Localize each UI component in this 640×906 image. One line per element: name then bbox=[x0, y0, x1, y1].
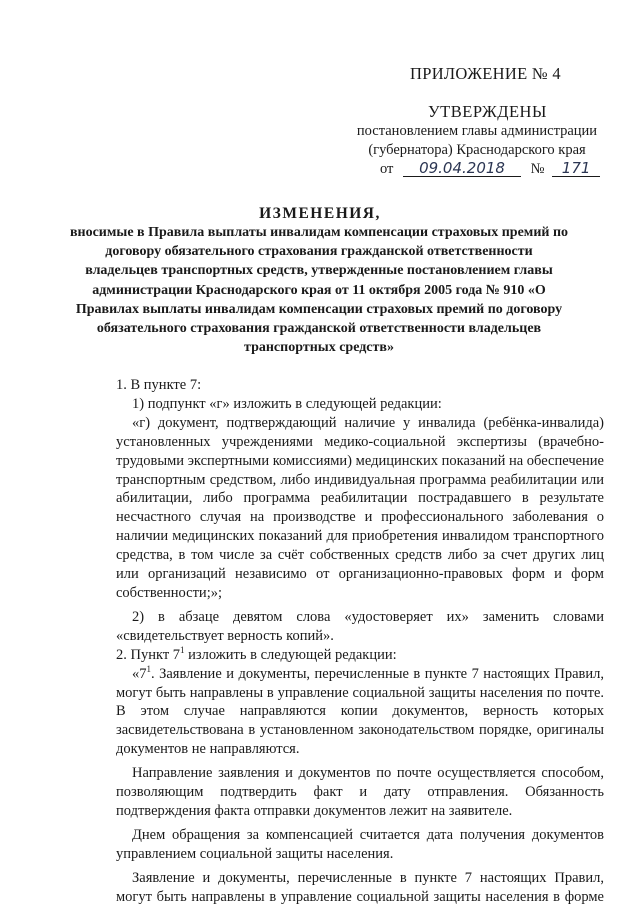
item-1-sub-2: 2) в абзаце девятом слова «удостоверяет их» заменить словами «свидетельствует верность копий». bbox=[116, 608, 604, 644]
item-1-sub-1-text: «г) документ, подтверждающий наличие у инвалида (ребёнка-инвалида) установленных учреждениями медико-социальной экспертизы (врачебно-трудовыми экспертными комиссиями) медицинских показаний на обеспечение транспортным средством, либо индивидуальная программа реабилитации или абилитации, либо программа реабилитации пострадавшего в результате несчастного случая на производстве и профессионального заболевания о наличии медицинских показаний для приобретения инвалидом транспортного средства, в том числе за счёт собственных средств либо за счет других лиц или организаций независимо от организационно-правовых форм и форм собственности;»; bbox=[116, 414, 604, 601]
date-prefix: от bbox=[380, 161, 394, 177]
item-2-heading bbox=[116, 646, 604, 665]
item-2-heading-pre: 2. Пункт 7 bbox=[116, 646, 181, 663]
decree-line-1: постановлением главы администрации bbox=[356, 123, 598, 139]
item-2-paragraph-3: Днем обращения за компенсацией считается дата получения документов управлением социальной защиты населения. bbox=[116, 826, 604, 862]
appendix-label: ПРИЛОЖЕНИЕ № 4 bbox=[410, 64, 561, 83]
item-2-paragraph-1 bbox=[116, 665, 604, 760]
document-subtitle: вносимые в Правила выплаты инвалидам компенсации страховых премий по договору обязательного страхования гражданской ответственности владельцев транспортных средств, утвержденные постановлением главы администрации Краснодарского края от 11 октября 2005 года № 910 «О Правилах выплаты инвалидам компенсации страховых премий по договору обязательного страхования гражданской ответственности владельцев транспортных средств» bbox=[69, 225, 569, 356]
decree-line-2: (губернатора) Краснодарского края bbox=[368, 142, 586, 158]
decree-reference bbox=[352, 122, 602, 160]
handwritten-date: 09.04.2018 bbox=[403, 160, 521, 177]
handwritten-number: 171 bbox=[552, 160, 600, 177]
item-2-paragraph-4: Заявление и документы, перечисленные в пункте 7 настоящих Правил, могут быть направлены в управление социальной защиты населения в форме bbox=[116, 869, 604, 905]
item-1-heading bbox=[116, 376, 604, 395]
item-2-p1-post: . Заявление и документы, перечисленные в пункте 7 настоящих Правил, могут быть направлены в управление социальной защиты населения по почте. В этом случае направляются копии документов, верность которых засвидетельствована в установленном законодательством порядке, оригиналы документов не направляются. bbox=[116, 665, 604, 758]
item-2-heading-post: изложить в следующей редакции: bbox=[184, 646, 397, 663]
document-body bbox=[116, 376, 604, 906]
item-2-paragraph-2: Направление заявления и документов по почте осуществляется способом, позволяющим подтвердить факт и дату отправления. Обязанность подтверждения факта отправки документов лежит на заявителе. bbox=[116, 765, 604, 819]
item-2-p1-sup: 1 bbox=[146, 663, 151, 674]
item-1-heading-text: 1. В пункте 7: bbox=[116, 377, 202, 393]
date-number-line bbox=[380, 160, 610, 178]
number-prefix: № bbox=[530, 161, 545, 177]
item-1-sub-1: 1) подпункт «г» изложить в следующей редакции: bbox=[132, 395, 442, 412]
approved-label: УТВЕРЖДЕНЫ bbox=[428, 102, 547, 121]
document-title: ИЗМЕНЕНИЯ, bbox=[259, 205, 381, 222]
item-2-heading-sup: 1 bbox=[180, 644, 185, 655]
item-2-p1-pre: «7 bbox=[132, 665, 147, 682]
